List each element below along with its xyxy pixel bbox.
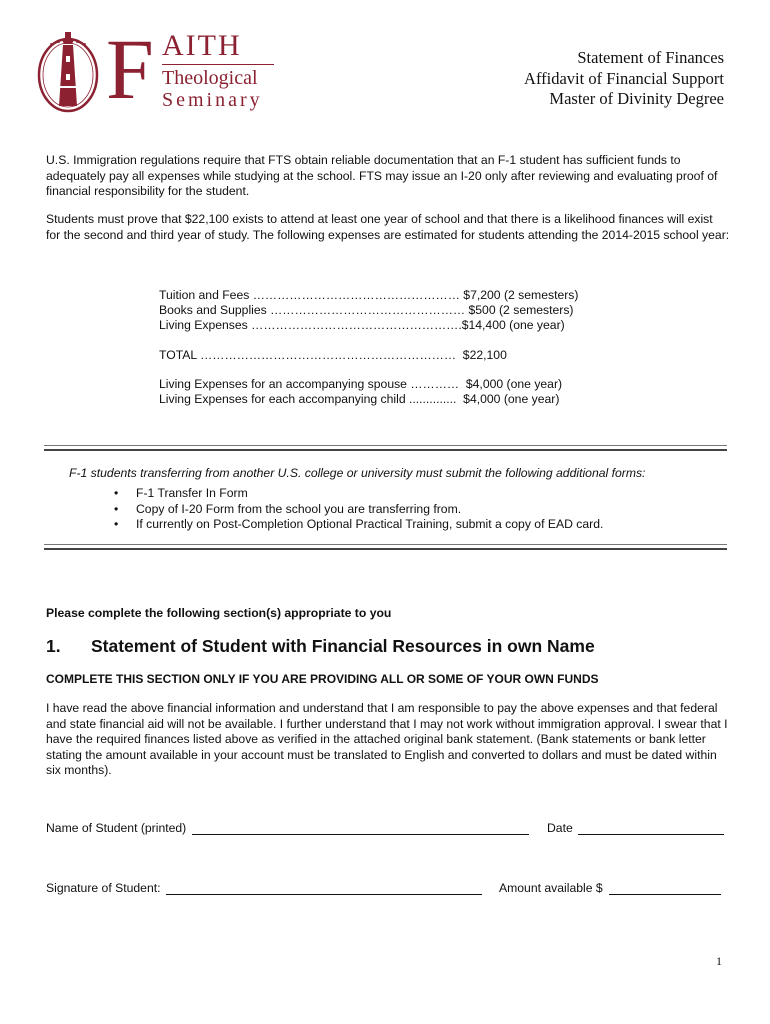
divider-bottom [44,544,727,550]
signature-field[interactable] [166,894,482,895]
transfer-item: • If currently on Post-Completion Optional Practical Training, submit a copy of EAD card. [110,517,603,533]
section-subtitle: COMPLETE THIS SECTION ONLY IF YOU ARE PROVIDING ALL OR SOME OF YOUR OWN FUNDS [46,672,599,686]
expense-child: Living Expenses for each accompanying child .............. $4,000 (one year) [159,392,560,406]
instructions: Please complete the following section(s) appropriate to you [46,606,392,620]
expense-tuition: Tuition and Fees …………………………………………… $7,200 (2 semesters) [159,288,579,302]
name-field[interactable] [192,834,529,835]
divider-top [44,445,727,451]
amount-label: Amount available $ [499,881,603,895]
logo-big-letter: F [106,21,154,117]
name-label: Name of Student (printed) [46,821,187,835]
logo-line2: Theological [162,67,258,89]
logo-line1: AITH [162,29,242,62]
transfer-item: • Copy of I-20 Form from the school you are transferring from. [110,502,603,518]
transfer-item: • F-1 Transfer In Form [110,486,603,502]
expense-books: Books and Supplies ………………………………………… $500 (2 semesters) [159,303,574,317]
document-title [524,48,724,110]
title-line1: Statement of Finances [577,48,724,67]
amount-field[interactable] [609,894,721,895]
signature-label: Signature of Student: [46,881,161,895]
section-title: Statement of Student with Financial Resources in own Name [91,636,595,656]
section-body: I have read the above financial information and understand that I am responsible to pay the above expenses and that federal and state financial aid will not be available. I further understand that I may not work without immigration approval. I swear that I have the required finances listed above as verified in the attached original bank statement. (Bank statements or bank letter stating the amount available in your account must be translated to English and converted to dollars and must be dated within six months). [46,701,728,777]
page-number: 1 [716,954,722,968]
seminary-logo [36,21,286,118]
title-line3: Master of Divinity Degree [549,89,724,108]
expense-living: Living Expenses …………………………………………….$14,400 (one year) [159,318,565,332]
logo-divider [162,64,274,65]
intro-paragraph-1: U.S. Immigration regulations require that FTS obtain reliable documentation that an F-1 student has sufficient funds to adequately pay all expenses while studying at the school. FTS may issue an I-20 only after reviewing and evaluating proof of financial responsibility for the student. [46,153,718,198]
intro-paragraph-2: Students must prove that $22,100 exists to attend at least one year of school and that there is a likelihood finances will exist for the second and third year of study. The following expenses are estimated for students attending the 2014-2015 school year: [46,212,730,242]
transfer-list [110,486,603,533]
expense-spouse: Living Expenses for an accompanying spouse ………… $4,000 (one year) [159,377,563,391]
section-heading [46,636,595,657]
lighthouse-seal-icon [36,28,100,114]
section-number: 1. [46,636,61,656]
logo-line3: Seminary [162,89,263,111]
date-field[interactable] [578,834,724,835]
date-label: Date [547,821,573,835]
title-line2: Affidavit of Financial Support [524,68,724,88]
expense-total: TOTAL ……………………………………………………… $22,100 [159,348,507,362]
transfer-note: F-1 students transferring from another U.S. college or university must submit the following additional forms: [69,466,646,480]
